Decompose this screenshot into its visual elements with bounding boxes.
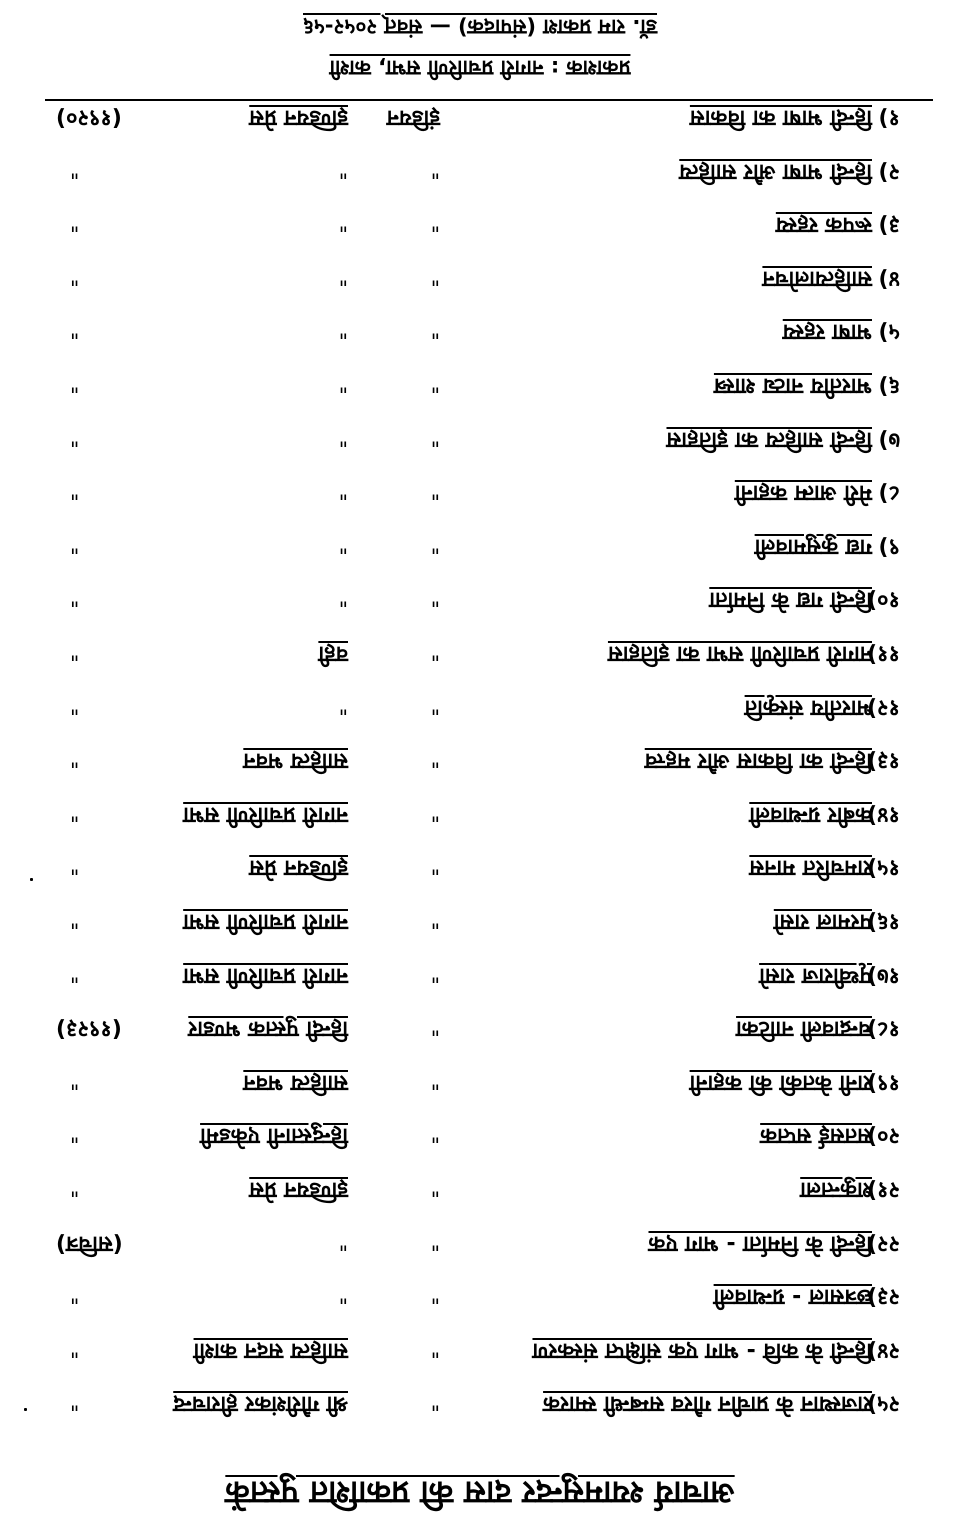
item-number: १३) (867, 748, 900, 774)
list-item (0, 416, 960, 462)
column-3: " (70, 855, 80, 880)
column-2: " (338, 587, 348, 612)
item-number: २३) (867, 1284, 900, 1310)
item-number: ७) (878, 426, 900, 452)
column-2: " (338, 319, 348, 344)
column-1: " (430, 1230, 440, 1255)
column-3: " (70, 373, 80, 397)
column-1: " (430, 748, 440, 773)
list-item (0, 1166, 960, 1212)
column-1: " (430, 1391, 440, 1416)
column-1: " (430, 373, 440, 397)
column-2: इण्डियन प्रेस (249, 1177, 348, 1202)
column-3: " (70, 1123, 80, 1148)
book-title: चन्द्रावली नाटिका (736, 1016, 872, 1042)
list-item (0, 737, 960, 783)
column-2: नागरी प्रचारिणी सभा (183, 801, 348, 827)
column-2: साहित्य भवन (243, 748, 348, 774)
column-1: " (430, 641, 440, 665)
item-number: ९) (878, 533, 900, 559)
book-title: हिन्दी के निर्माता - भाग एक (648, 1230, 872, 1256)
item-number: २४) (867, 1337, 900, 1363)
list-item (0, 201, 960, 247)
column-1: " (430, 1337, 440, 1362)
column-3: " (70, 480, 80, 505)
column-3: " (70, 1284, 80, 1309)
book-title: हिन्दी का विकास और महत्त्व (644, 748, 872, 774)
column-2: " (338, 694, 348, 719)
column-3: " (70, 801, 80, 826)
item-number: ११) (867, 641, 900, 666)
item-number: १२) (867, 694, 900, 720)
item-number: ३) (878, 212, 900, 238)
book-title: हिन्दी गद्य के निर्माता (709, 587, 872, 613)
column-1: " (430, 212, 440, 237)
column-2: " (338, 265, 348, 290)
column-1: " (430, 1284, 440, 1309)
column-1: " (430, 587, 440, 612)
column-2: इण्डियन प्रेस (249, 105, 348, 130)
book-title: परमाल रासो (773, 909, 872, 934)
column-3: " (70, 265, 80, 290)
column-1: " (430, 426, 440, 451)
list-item (0, 630, 960, 676)
column-2: नागरी प्रचारिणी सभा (183, 909, 348, 934)
item-number: २०) (867, 1123, 900, 1149)
list-item (0, 1273, 960, 1319)
list-item (0, 1059, 960, 1105)
list-item (0, 952, 960, 998)
item-number: १८) (867, 1016, 900, 1042)
list-item (0, 844, 960, 890)
book-title: रूपक रहस्य (775, 212, 872, 238)
book-title: हिन्दी भाषा का विकास (689, 105, 872, 130)
column-2: हिन्दी पुस्तक भण्डार (188, 1016, 348, 1042)
column-2: इण्डियन प्रेस (249, 855, 348, 881)
column-2: " (338, 480, 348, 505)
column-3: " (70, 1391, 80, 1416)
column-3: (१९२३) (56, 1016, 122, 1042)
column-2: हिन्दुस्तानी एकेडमी (200, 1123, 348, 1149)
list-item (0, 308, 960, 354)
column-3: " (70, 694, 80, 719)
item-number: १०) (867, 587, 900, 613)
list-item (0, 1327, 960, 1373)
item-number: १४) (867, 801, 900, 827)
book-title: साहित्यालोचन (762, 265, 872, 291)
column-3: (१९२०) (56, 105, 122, 130)
column-1: " (430, 694, 440, 719)
list-item (0, 576, 960, 622)
column-2: साहित्य सदन काशी (193, 1337, 348, 1363)
book-title: हिन्दी भाषा और साहित्य (679, 158, 872, 184)
scan-speck (30, 878, 33, 881)
column-2: " (338, 373, 348, 397)
list-item (0, 362, 960, 408)
column-2: वही (318, 641, 348, 666)
publisher-line: डॉ. राम प्रकाश (संपादक) — संवत् २०५२-५६ (303, 15, 658, 39)
scan-speck (24, 1408, 27, 1411)
column-2: साहित्य भवन (243, 1069, 348, 1095)
list-item (0, 684, 960, 730)
column-3: " (70, 426, 80, 451)
item-number: २२) (867, 1230, 900, 1256)
list-item (0, 94, 960, 140)
book-title: गद्य कुसुमावली (754, 533, 872, 559)
item-number: १५) (867, 855, 900, 881)
column-2: " (338, 158, 348, 183)
column-3: " (70, 212, 80, 237)
book-title: हिन्दी के कवि - भाग एक संक्षिप्त संस्करण (532, 1337, 872, 1363)
column-3: " (70, 1177, 80, 1201)
column-1: " (430, 1123, 440, 1148)
subtitle: प्रकाशक : नागरी प्रचारिणी सभा, काशी (329, 56, 631, 80)
column-1: " (430, 1069, 440, 1094)
book-title: छत्रसाल - ग्रन्थावली (713, 1284, 872, 1310)
list-item (0, 791, 960, 837)
list-item (0, 898, 960, 944)
item-number: २५) (867, 1391, 900, 1417)
list-item (0, 255, 960, 301)
column-2: " (338, 1284, 348, 1309)
book-title: कबीर ग्रन्थावली (749, 801, 872, 827)
item-number: ८) (878, 480, 900, 506)
column-3: " (70, 533, 80, 558)
column-1: " (430, 1016, 440, 1041)
column-3: " (70, 1337, 80, 1362)
item-number: ४) (878, 265, 900, 291)
list-item (0, 1380, 960, 1426)
book-title: नागरी प्रचारिणी सभा का इतिहास (607, 641, 872, 666)
book-title: भाषा रहस्य (782, 319, 872, 345)
column-1: " (430, 801, 440, 826)
column-3: " (70, 909, 80, 933)
book-title: रामचरित मानस (749, 855, 872, 881)
book-title: शकुन्तला (800, 1177, 872, 1202)
item-number: १७) (867, 962, 900, 988)
column-1: " (430, 855, 440, 880)
item-number: १९) (867, 1069, 900, 1095)
column-1: " (430, 319, 440, 344)
book-title: भारतीय नाट्य शास्त्र (713, 373, 872, 398)
column-3: " (70, 319, 80, 344)
book-title: राजस्थान के प्राचीन गौरव सम्बन्धी स्मारक (543, 1391, 872, 1417)
list-item (0, 523, 960, 569)
column-2: श्री गौरीशंकर हीराचन्द (173, 1391, 348, 1417)
list-item (0, 148, 960, 194)
book-title: सतसई सप्तक (760, 1123, 872, 1149)
list-item (0, 1112, 960, 1158)
list-item (0, 1005, 960, 1051)
column-1: इंडियन (386, 105, 440, 130)
book-title: रानी केतकी की कहानी (689, 1069, 872, 1095)
column-1: " (430, 480, 440, 505)
column-3: " (70, 1069, 80, 1094)
column-3: " (70, 587, 80, 612)
column-1: " (430, 265, 440, 290)
book-title: पृथ्वीराज रासो (759, 962, 872, 988)
column-1: " (430, 962, 440, 987)
column-2: " (338, 426, 348, 451)
column-3: " (70, 962, 80, 987)
column-2: " (338, 1230, 348, 1255)
book-title: भारतीय संस्कृति (744, 694, 872, 720)
column-3: (सचित्र) (56, 1230, 123, 1256)
column-1: " (430, 909, 440, 933)
book-title: मेरी आत्म कहानी (734, 480, 872, 506)
column-1: " (430, 533, 440, 558)
column-1: " (430, 158, 440, 183)
column-2: " (338, 212, 348, 237)
list-item (0, 469, 960, 515)
item-number: ६) (878, 373, 900, 398)
column-3: " (70, 641, 80, 665)
item-number: १६) (867, 909, 900, 934)
column-3: " (70, 158, 80, 183)
item-number: ५) (878, 319, 900, 345)
column-2: " (338, 533, 348, 558)
column-1: " (430, 1177, 440, 1201)
column-2: नागरी प्रचारिणी सभा (183, 962, 348, 988)
list-item (0, 1220, 960, 1266)
item-number: १) (878, 105, 900, 130)
item-number: २१) (867, 1177, 900, 1202)
column-3: " (70, 748, 80, 773)
page-title: आचार्य श्यामसुन्दर दास की प्रकाशित पुस्तकें (225, 1474, 735, 1512)
book-title: हिन्दी साहित्य का इतिहास (666, 426, 872, 452)
item-number: २) (878, 158, 900, 184)
